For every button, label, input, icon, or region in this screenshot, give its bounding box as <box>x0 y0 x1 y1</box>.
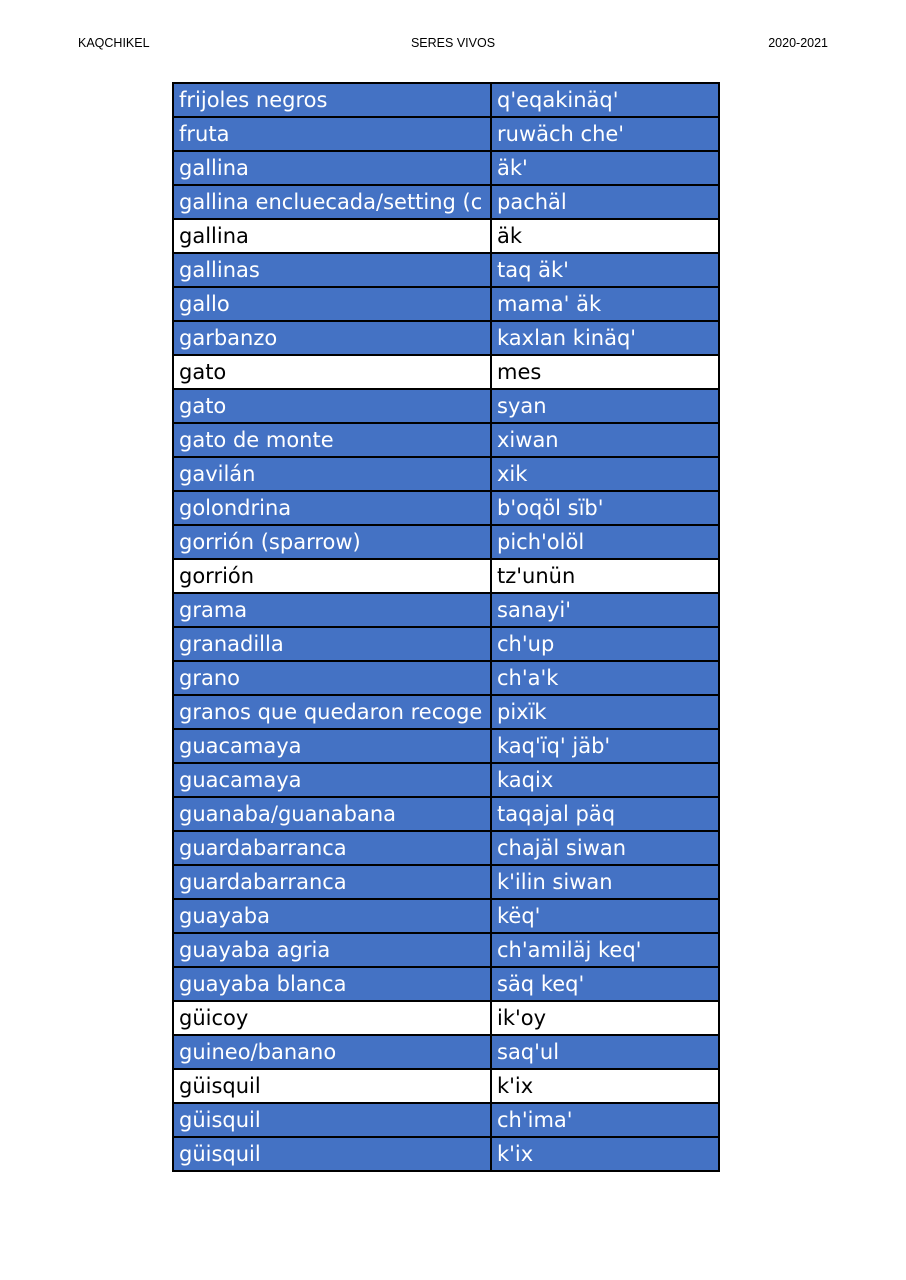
spanish-term-cell: frijoles negros <box>173 83 491 117</box>
table-row <box>173 899 719 933</box>
spanish-term-cell: gorrión (sparrow) <box>173 525 491 559</box>
spanish-term-cell: güisquil <box>173 1137 491 1171</box>
kaqchikel-term-cell: q'eqakinäq' <box>491 83 719 117</box>
spanish-term-cell: granadilla <box>173 627 491 661</box>
kaqchikel-term-cell: ch'ima' <box>491 1103 719 1137</box>
kaqchikel-term-cell: ik'oy <box>491 1001 719 1035</box>
table-row <box>173 117 719 151</box>
table-row <box>173 695 719 729</box>
table-row <box>173 933 719 967</box>
spanish-term-cell: güisquil <box>173 1069 491 1103</box>
table-row <box>173 559 719 593</box>
spanish-term-cell: guayaba blanca <box>173 967 491 1001</box>
table-row <box>173 83 719 117</box>
table-row <box>173 1069 719 1103</box>
spanish-term-cell: guardabarranca <box>173 831 491 865</box>
spanish-term-cell: fruta <box>173 117 491 151</box>
spanish-term-cell: gallina <box>173 151 491 185</box>
table-row <box>173 185 719 219</box>
table-row <box>173 151 719 185</box>
table-row <box>173 967 719 1001</box>
kaqchikel-term-cell: xik <box>491 457 719 491</box>
table-row <box>173 525 719 559</box>
table-row <box>173 627 719 661</box>
spanish-term-cell: güicoy <box>173 1001 491 1035</box>
table-row <box>173 1137 719 1171</box>
spanish-term-cell: guacamaya <box>173 763 491 797</box>
spanish-term-cell: gavilán <box>173 457 491 491</box>
table-row <box>173 457 719 491</box>
kaqchikel-term-cell: äk <box>491 219 719 253</box>
spanish-term-cell: gato de monte <box>173 423 491 457</box>
spanish-term-cell: gato <box>173 389 491 423</box>
kaqchikel-term-cell: k'ix <box>491 1137 719 1171</box>
spanish-term-cell: grano <box>173 661 491 695</box>
table-row <box>173 797 719 831</box>
spanish-term-cell: gallina encluecada/setting (c <box>173 185 491 219</box>
header-topic: SERES VIVOS <box>410 36 496 50</box>
table-row <box>173 355 719 389</box>
kaqchikel-term-cell: syan <box>491 389 719 423</box>
header-language: KAQCHIKEL <box>78 36 150 50</box>
spanish-term-cell: grama <box>173 593 491 627</box>
spanish-term-cell: guayaba agria <box>173 933 491 967</box>
kaqchikel-term-cell: saq'ul <box>491 1035 719 1069</box>
table-row <box>173 423 719 457</box>
spanish-term-cell: guineo/banano <box>173 1035 491 1069</box>
spanish-term-cell: gorrión <box>173 559 491 593</box>
kaqchikel-term-cell: mama' äk <box>491 287 719 321</box>
kaqchikel-term-cell: chajäl siwan <box>491 831 719 865</box>
table-row <box>173 661 719 695</box>
spanish-term-cell: golondrina <box>173 491 491 525</box>
spanish-term-cell: guayaba <box>173 899 491 933</box>
kaqchikel-term-cell: ruwäch che' <box>491 117 719 151</box>
kaqchikel-term-cell: taqajal päq <box>491 797 719 831</box>
table-row <box>173 219 719 253</box>
spanish-term-cell: gato <box>173 355 491 389</box>
kaqchikel-term-cell: pich'olöl <box>491 525 719 559</box>
kaqchikel-term-cell: xiwan <box>491 423 719 457</box>
table-row <box>173 321 719 355</box>
kaqchikel-term-cell: k'ilin siwan <box>491 865 719 899</box>
vocabulary-table <box>172 82 720 1172</box>
table-row <box>173 729 719 763</box>
kaqchikel-term-cell: kaqix <box>491 763 719 797</box>
kaqchikel-term-cell: ch'a'k <box>491 661 719 695</box>
kaqchikel-term-cell: b'oqöl sïb' <box>491 491 719 525</box>
page-header <box>0 36 906 54</box>
kaqchikel-term-cell: äk' <box>491 151 719 185</box>
table-row <box>173 389 719 423</box>
spanish-term-cell: gallo <box>173 287 491 321</box>
table-row <box>173 831 719 865</box>
kaqchikel-term-cell: taq äk' <box>491 253 719 287</box>
header-year: 2020-2021 <box>768 36 828 50</box>
table-row <box>173 1103 719 1137</box>
table-row <box>173 287 719 321</box>
kaqchikel-term-cell: säq keq' <box>491 967 719 1001</box>
spanish-term-cell: güisquil <box>173 1103 491 1137</box>
spanish-term-cell: guardabarranca <box>173 865 491 899</box>
kaqchikel-term-cell: pixïk <box>491 695 719 729</box>
spanish-term-cell: granos que quedaron recoge <box>173 695 491 729</box>
spanish-term-cell: gallinas <box>173 253 491 287</box>
kaqchikel-term-cell: mes <box>491 355 719 389</box>
table-row <box>173 491 719 525</box>
spanish-term-cell: garbanzo <box>173 321 491 355</box>
spanish-term-cell: gallina <box>173 219 491 253</box>
table-row <box>173 763 719 797</box>
kaqchikel-term-cell: k'ix <box>491 1069 719 1103</box>
table-row <box>173 865 719 899</box>
kaqchikel-term-cell: kaq'ïq' jäb' <box>491 729 719 763</box>
kaqchikel-term-cell: kaxlan kinäq' <box>491 321 719 355</box>
table-row <box>173 593 719 627</box>
kaqchikel-term-cell: ch'up <box>491 627 719 661</box>
vocabulary-table-body <box>173 83 719 1171</box>
kaqchikel-term-cell: tz'unün <box>491 559 719 593</box>
table-row <box>173 1001 719 1035</box>
spanish-term-cell: guacamaya <box>173 729 491 763</box>
kaqchikel-term-cell: këq' <box>491 899 719 933</box>
kaqchikel-term-cell: sanayi' <box>491 593 719 627</box>
kaqchikel-term-cell: ch'amiläj keq' <box>491 933 719 967</box>
kaqchikel-term-cell: pachäl <box>491 185 719 219</box>
table-row <box>173 253 719 287</box>
table-row <box>173 1035 719 1069</box>
spanish-term-cell: guanaba/guanabana <box>173 797 491 831</box>
